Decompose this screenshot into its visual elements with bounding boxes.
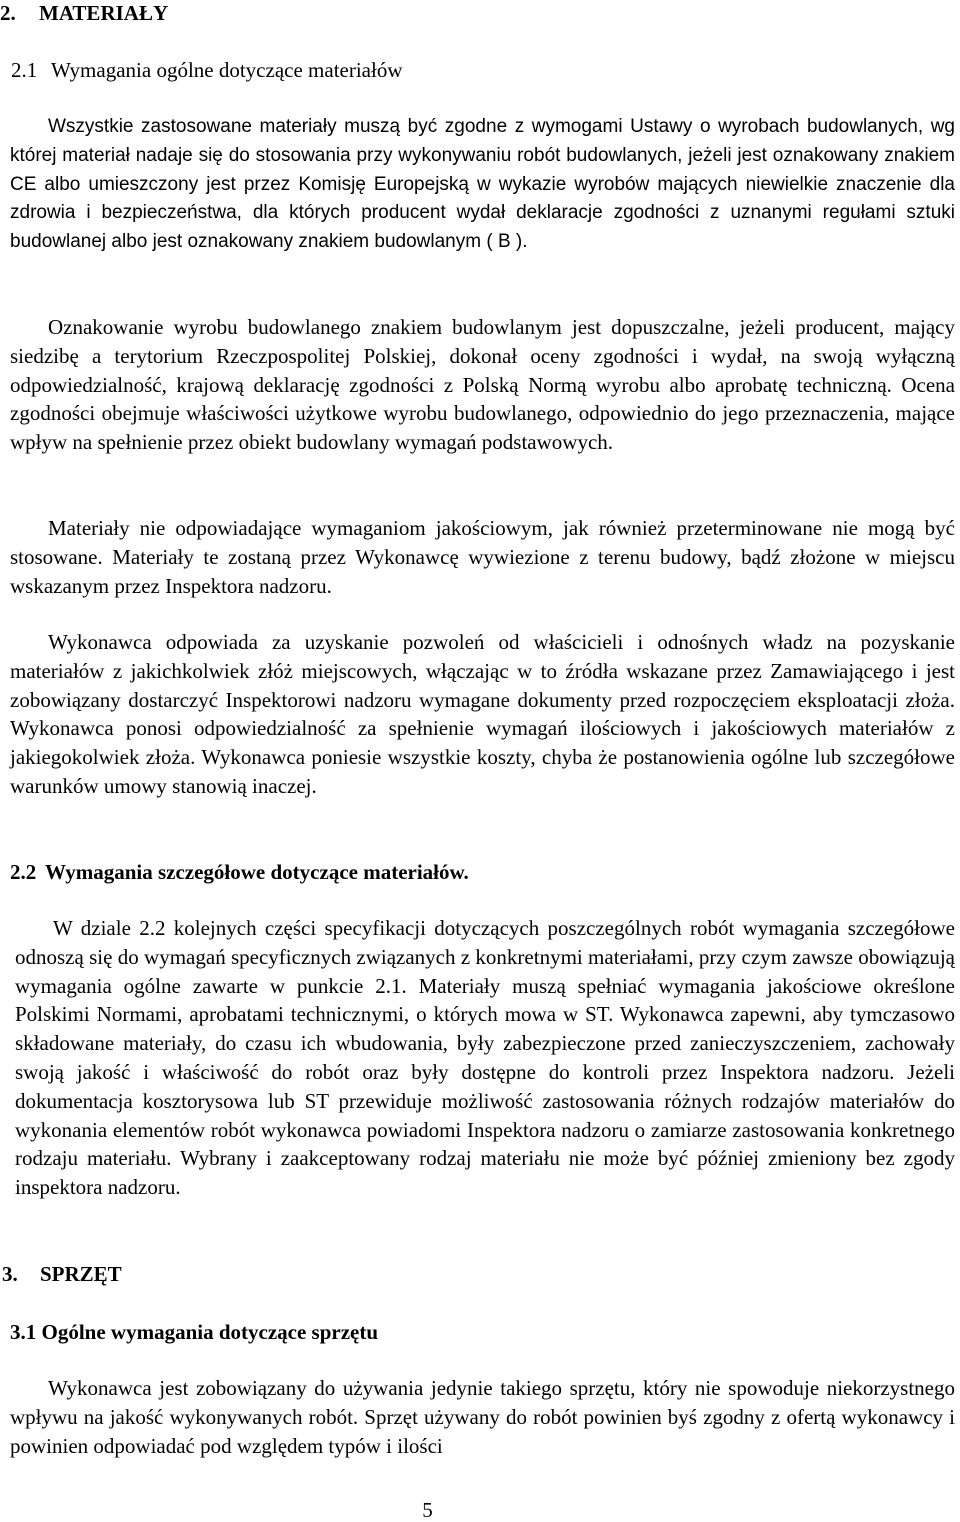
section-2-2-title: Wymagania szczegółowe dotyczące materiałów. xyxy=(45,860,469,884)
section-2-2-number: 2.2 xyxy=(10,860,37,884)
section-2-heading xyxy=(0,0,168,26)
paragraph-equipment-requirements: Wykonawca jest zobowiązany do używania jedynie takiego sprzętu, który nie spowoduje niekorzystnego wpływu na jakość wykonywanych robót. Sprzęt używany do robót powinien byś zgodny z ofertą wykonawcy i powinien odpowiadać pod względem typów i ilości xyxy=(10,1376,955,1458)
section-2-title: MATERIAŁY xyxy=(39,1,169,25)
section-2-1-title: Wymagania ogólne dotyczące materiałów xyxy=(51,58,403,82)
paragraph-nonconforming-materials: Materiały nie odpowiadające wymaganiom jakościowym, jak również przeterminowane nie mogą być stosowane. Materiały te zostaną przez Wykonawcę wywiezione z terenu budowy, bądź złożone w miejscu wskazanym przez Inspektora nadzoru. xyxy=(10,516,955,598)
section-3-heading xyxy=(2,1260,122,1288)
section-3-title: SPRZĘT xyxy=(40,1262,122,1286)
section-3-number: 3. xyxy=(2,1262,18,1286)
section-2-1-number: 2.1 xyxy=(11,58,38,82)
page-number: 5 xyxy=(422,1498,433,1522)
section-2-2-heading xyxy=(10,858,469,886)
section-2-1-heading xyxy=(11,56,403,84)
paragraph-detailed-requirements: W dziale 2.2 kolejnych części specyfikacji dotyczących poszczególnych robót wymagania szczegółowe odnoszą się do wymagań specyficznych związanych z konkretnymi materiałami, przy czym zawsze obowiązują wymagania ogólne zawarte w punkcie 2.1. Materiały muszą spełniać wymagania jakościowe określone Polskimi Normami, aprobatami technicznymi, o których mowa w ST. Wykonawca zapewni, aby tymczasowo składowane materiały, do czasu ich wbudowania, były zabezpieczone przed zanieczyszczeniem, zachowały swoją jakość i właściwość do robót oraz były dostępne do kontroli przez Inspektora nadzoru. Jeżeli dokumentacja kosztorysowa lub ST przewiduje możliwość zastosowania różnych rodzajów materiałów do wykonania elementów robót wykonawca powiadomi Inspektora nadzoru o zamiarze zastosowania konkretnego rodzaju materiału. Wybrany i zaakceptowany rodzaj materiału nie może być później zmieniony bez zgody inspektora nadzoru. xyxy=(15,916,955,1200)
section-3-1-heading: 3.1 Ogólne wymagania dotyczące sprzętu xyxy=(10,1320,379,1344)
paragraph-construction-marking: Oznakowanie wyrobu budowlanego znakiem budowlanym jest dopuszczalne, jeżeli producent, mający siedzibę a terytorium Rzeczpospolitej Polskiej, dokonał oceny zgodności i wydał, na swoją wyłączną odpowiedzialność, krajową deklarację zgodności z Polską Normą wyrobu albo aprobatę techniczną. Ocena zgodności obejmuje właściwości użytkowe wyrobu budowlanego, odpowiednio do jego przeznaczenia, mające wpływ na spełnienie przez obiekt budowlany wymagań podstawowych. xyxy=(10,315,955,455)
paragraph-materials-compliance: Wszystkie zastosowane materiały muszą być zgodne z wymogami Ustawy o wyrobach budowlanych, wg której materiał nadaje się do stosowania przy wykonywaniu robót budowlanych, jeżeli jest oznakowany znakiem CE albo umieszczony jest przez Komisję Europejską w wykazie wyrobów mających niewielkie znaczenie dla zdrowia i bezpieczeństwa, dla których producent wydał deklaracje zgodności z uznanymi regułami sztuki budowlanej albo jest oznakowany znakiem budowlanym ( B ). xyxy=(10,116,955,253)
section-2-number: 2. xyxy=(0,1,16,25)
paragraph-contractor-permits: Wykonawca odpowiada za uzyskanie pozwoleń od właścicieli i odnośnych władz na pozyskanie materiałów z jakichkolwiek złóż miejscowych, włączając w to źródła wskazane przez Zamawiającego i jest zobowiązany dostarczyć Inspektorowi nadzoru wymagane dokumenty przed rozpoczęciem eksploatacji złoża. Wykonawca ponosi odpowiedzialność za spełnienie wymagań ilościowych i jakościowych materiałów z jakiegokolwiek złoża. Wykonawca poniesie wszystkie koszty, chyba że postanowienia ogólne lub szczegółowe warunków umowy stanowią inaczej. xyxy=(10,630,955,798)
